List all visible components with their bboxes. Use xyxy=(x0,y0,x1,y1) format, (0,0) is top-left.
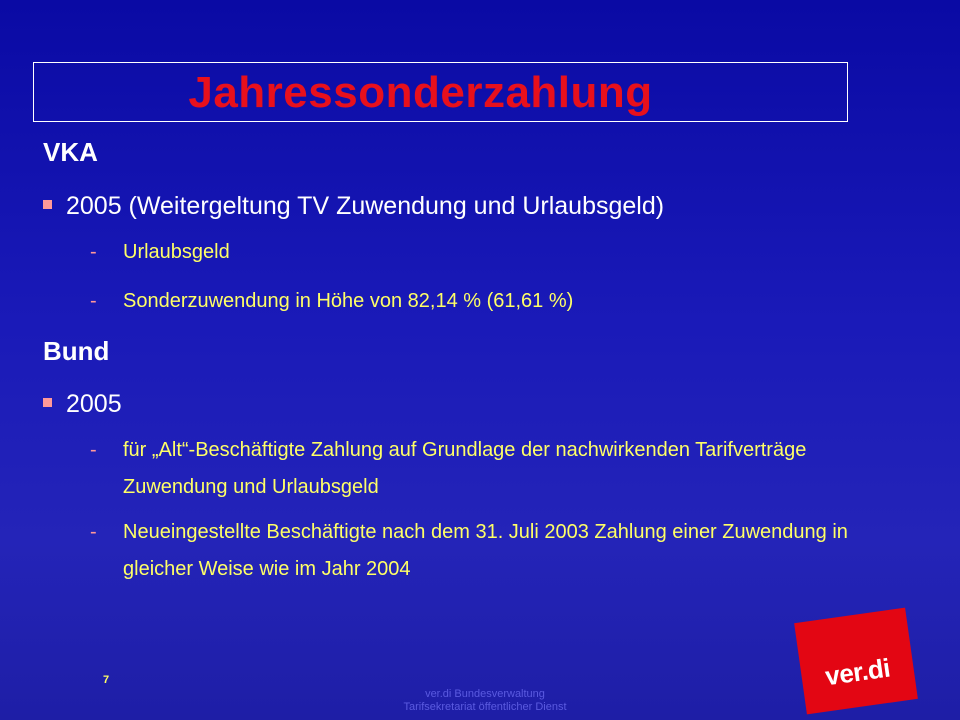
footer-line-1: ver.di Bundesverwaltung xyxy=(425,688,545,700)
square-bullet-icon xyxy=(43,200,52,209)
sub-item-urlaubsgeld xyxy=(90,234,890,271)
slide-title: Jahressonderzahlung xyxy=(188,68,653,117)
dash-bullet-icon: - xyxy=(90,439,97,461)
sub-item-text: Sonderzuwendung in Höhe von 82,14 % (61,61 %) xyxy=(123,290,574,312)
square-bullet-icon xyxy=(43,398,52,407)
bullet-vka-2005 xyxy=(43,192,664,221)
bullet-text: 2005 xyxy=(66,390,122,418)
sub-item-neueingestellte xyxy=(90,514,890,588)
section-heading-bund: Bund xyxy=(43,336,110,366)
sub-item-text: für „Alt“-Beschäftigte Zahlung auf Grundlage der nachwirkenden Tarifverträge Zuwendung und Urlaubsgeld xyxy=(123,439,807,498)
bullet-bund-2005 xyxy=(43,390,122,419)
dash-bullet-icon: - xyxy=(90,241,97,263)
bullet-text: 2005 (Weitergeltung TV Zuwendung und Urlaubsgeld) xyxy=(66,192,665,220)
section-heading-vka: VKA xyxy=(43,137,98,167)
sub-item-text: Urlaubsgeld xyxy=(123,241,230,263)
logo-text: ver.di xyxy=(823,652,892,692)
sub-item-text: Neueingestellte Beschäftigte nach dem 31. Juli 2003 Zahlung einer Zuwendung in gleicher Weise wie im Jahr 2004 xyxy=(123,521,848,580)
sub-item-alt-beschaeftigte xyxy=(90,432,890,506)
dash-bullet-icon: - xyxy=(90,290,97,312)
footer-line-2: Tarifsekretariat öffentlicher Dienst xyxy=(403,701,567,713)
title-box xyxy=(33,62,848,122)
verdi-logo xyxy=(794,608,918,715)
sub-item-sonderzuwendung xyxy=(90,283,890,320)
dash-bullet-icon: - xyxy=(90,521,97,543)
page-number: 7 xyxy=(103,674,110,686)
